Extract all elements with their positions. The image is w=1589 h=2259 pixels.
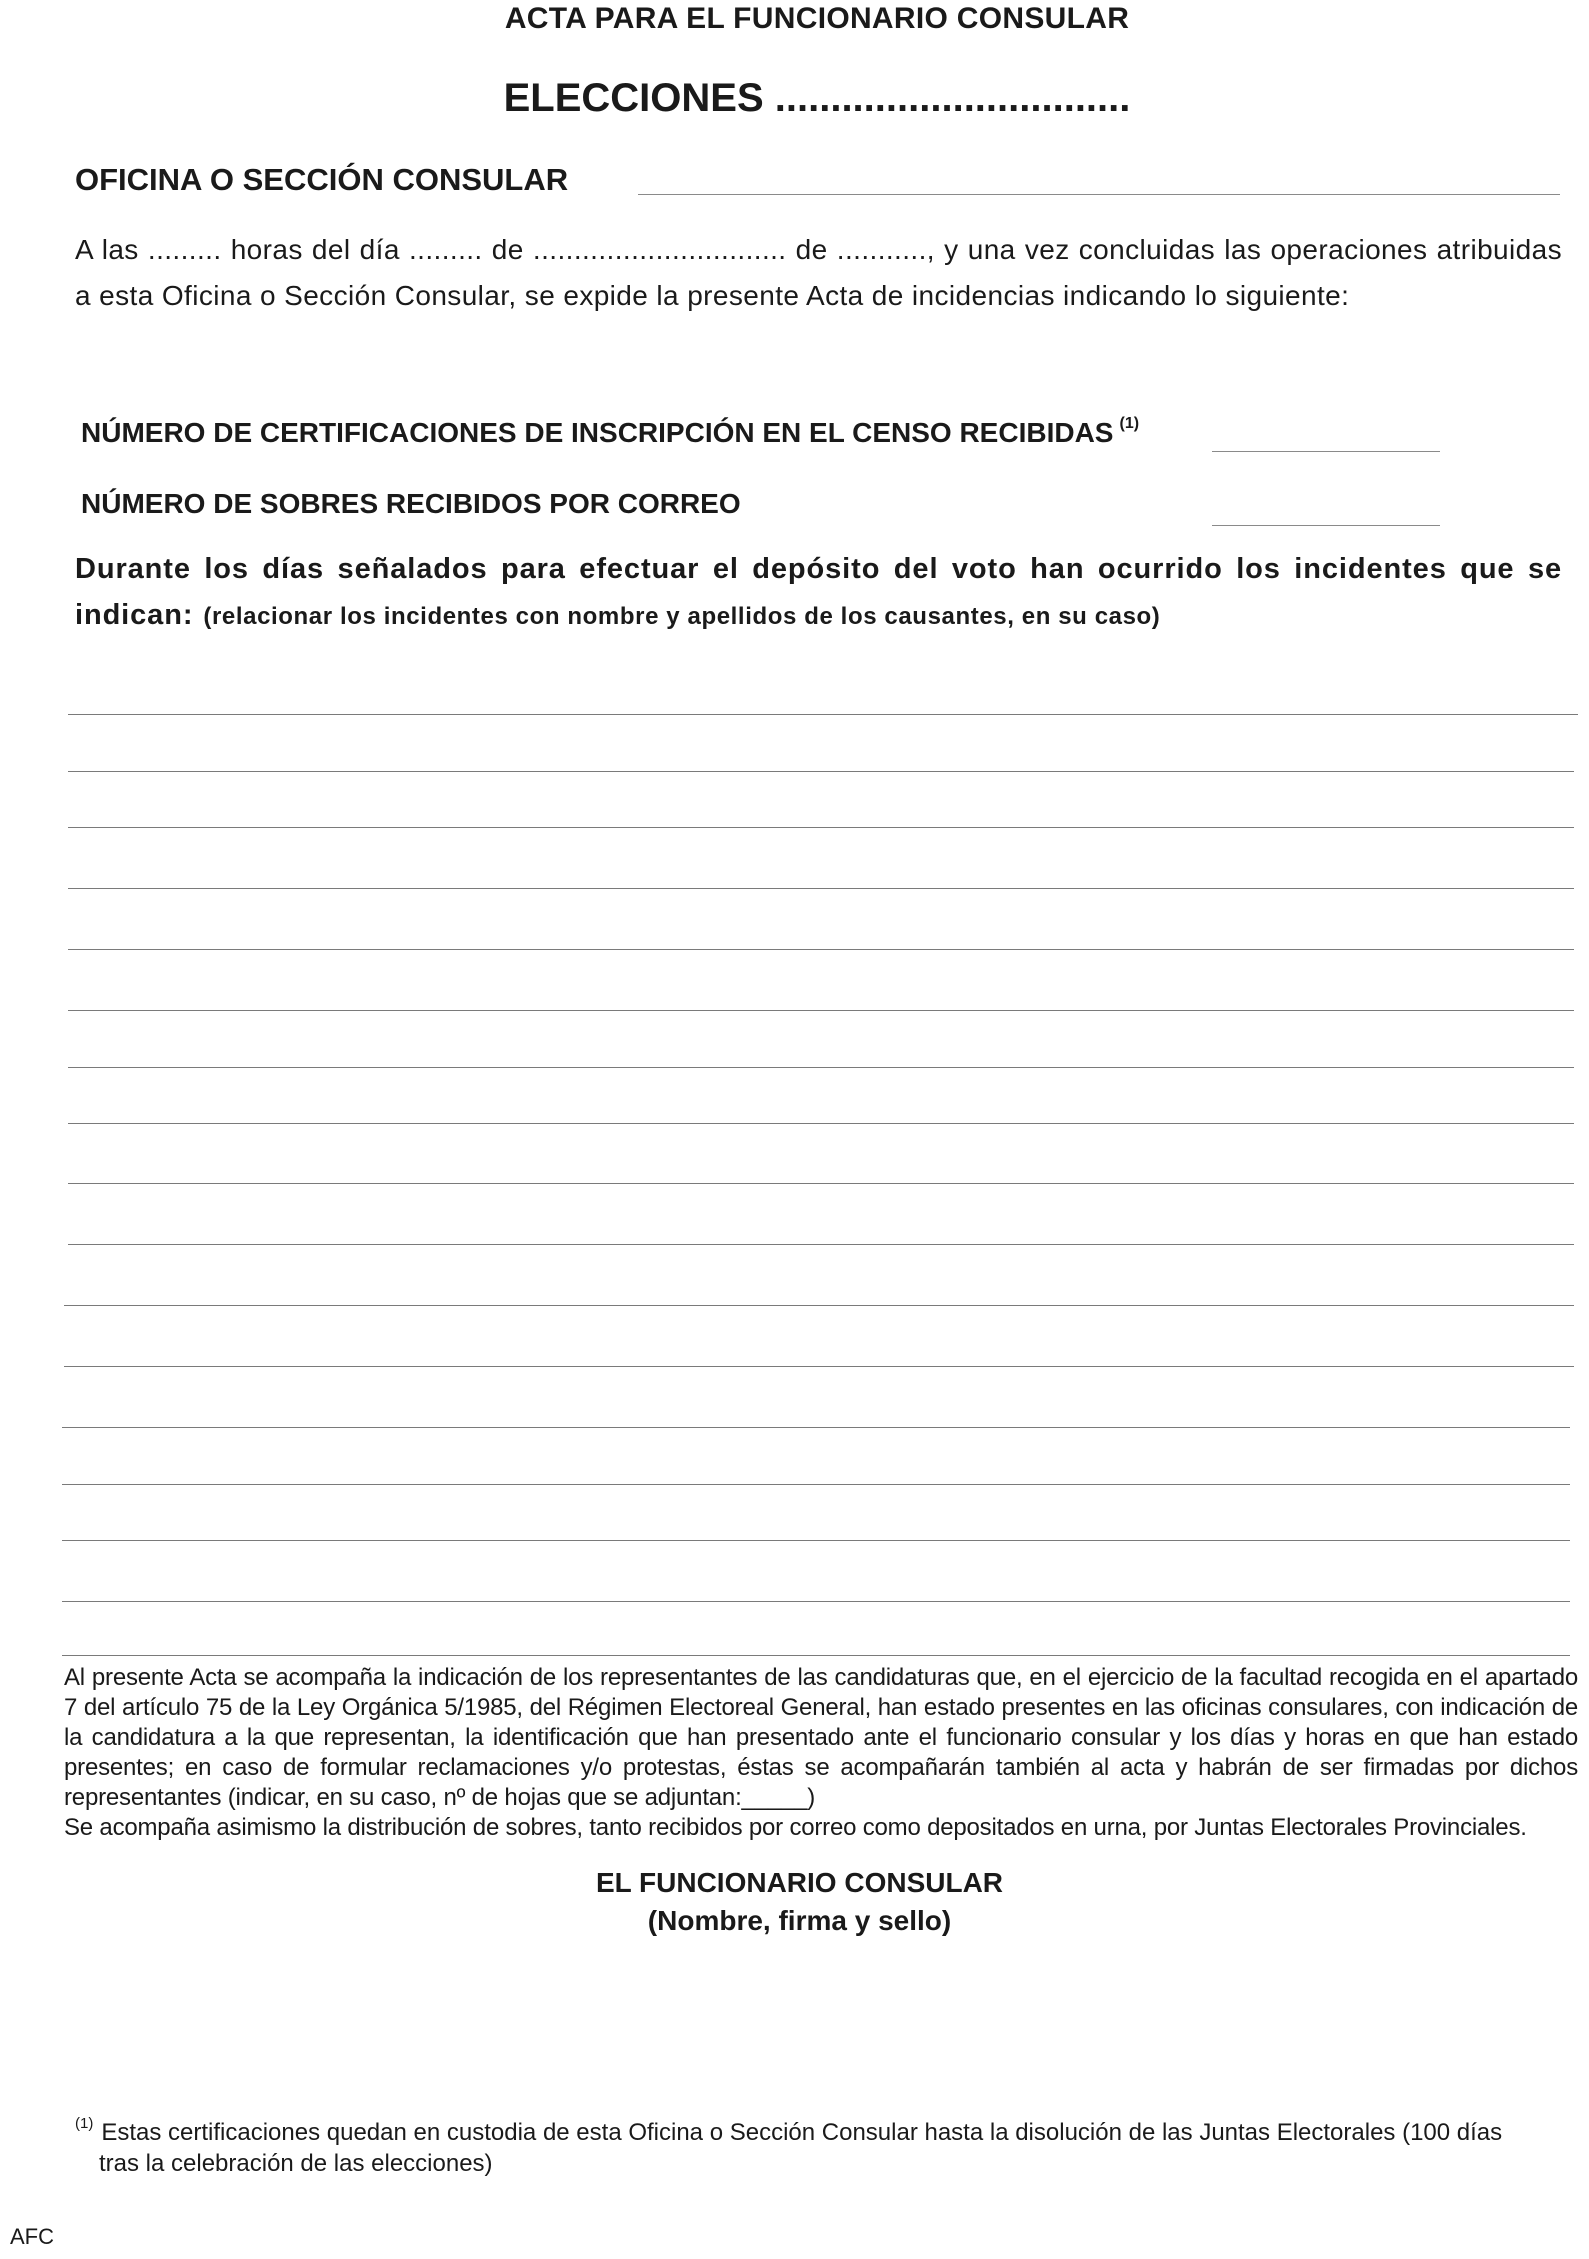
footnote-marker: (1)	[75, 2115, 94, 2132]
incidentes-line[interactable]	[62, 1427, 1570, 1428]
incidentes-line[interactable]	[62, 1540, 1570, 1541]
sobres-label: NÚMERO DE SOBRES RECIBIDOS POR CORREO	[81, 488, 741, 519]
incidentes-line[interactable]	[68, 1010, 1574, 1011]
form-title: ACTA PARA EL FUNCIONARIO CONSULAR	[504, 2, 1130, 35]
incidentes-line[interactable]	[68, 1123, 1574, 1124]
incidentes-line[interactable]	[62, 1484, 1570, 1485]
certificaciones-text: NÚMERO DE CERTIFICACIONES DE INSCRIPCIÓN EN EL CENSO RECIBIDAS	[81, 417, 1114, 448]
incidentes-line[interactable]	[68, 888, 1574, 889]
incidentes-line[interactable]	[68, 1183, 1574, 1184]
notes-block	[64, 1663, 1578, 1843]
incidentes-line[interactable]	[68, 714, 1578, 715]
incidentes-line[interactable]	[68, 827, 1574, 828]
footnote	[75, 2108, 1578, 2179]
form-code: AFC	[10, 2224, 54, 2249]
footnote-ref: (1)	[1119, 415, 1140, 432]
incidentes-line[interactable]	[64, 1366, 1574, 1367]
incidentes-heading	[75, 546, 1562, 640]
incidentes-line[interactable]	[68, 1067, 1574, 1068]
signature-subtitle: (Nombre, firma y sello)	[647, 1905, 952, 1936]
incidentes-line[interactable]	[68, 949, 1574, 950]
incidentes-heading-text: Durante los días señalados para efectuar el depósito del voto han ocurrido los incidentes que se indican:	[75, 553, 1562, 631]
incidentes-line[interactable]	[62, 1601, 1570, 1602]
incidentes-line[interactable]	[62, 1655, 1570, 1656]
certificaciones-label	[81, 415, 1139, 449]
oficina-input-line[interactable]	[638, 194, 1560, 195]
intro-paragraph: A las ......... horas del día ......... de ............................... de ..........., y una vez concluidas las operaciones atribuidas a esta Oficina o Sección Consular, se expide la presente Acta de incidencias indicando lo siguiente:	[75, 234, 1562, 311]
footnote-text-continued: tras la celebración de las elecciones)	[99, 2150, 493, 2177]
signature-title: EL FUNCIONARIO CONSULAR	[595, 1867, 1004, 1898]
incidentes-line[interactable]	[68, 771, 1574, 772]
incidentes-line[interactable]	[68, 1244, 1574, 1245]
incidentes-subheading: (relacionar los incidentes con nombre y apellidos de los causantes, en su caso)	[203, 603, 1161, 630]
incidentes-line[interactable]	[64, 1305, 1574, 1306]
oficina-label: OFICINA O SECCIÓN CONSULAR	[75, 162, 569, 197]
notes-paragraph: Se acompaña asimismo la distribución de sobres, tanto recibidos por correo como depositados en urna, por Juntas Electorales Provinciales.	[64, 1814, 1527, 1841]
elecciones-heading: ELECCIONES ................................	[503, 76, 1131, 120]
sobres-input-line[interactable]	[1212, 525, 1440, 526]
notes-paragraph: Al presente Acta se acompaña la indicación de los representantes de las candidaturas que, en el ejercicio de la facultad recogida en el apartado 7 del artículo 75 de la Ley Orgánica 5/1985, del Régimen Electoreal General, han estado presentes en las oficinas consulares, con indicación de la candidatura a la que representan, la identificación que han presentado ante el funcionario consular y los días y horas en que han estado presentes; en caso de formular reclamaciones y/o protestas, éstas se acompañarán también al acta y habrán de ser firmadas por dichos representantes (indicar, en su caso, nº de hojas que se adjuntan:_____)	[64, 1664, 1578, 1811]
certificaciones-input-line[interactable]	[1212, 451, 1440, 452]
signature-block	[0, 1864, 1589, 1940]
footnote-text: Estas certificaciones quedan en custodia de esta Oficina o Sección Consular hasta la disolución de las Juntas Electorales (100 días	[101, 2119, 1503, 2146]
